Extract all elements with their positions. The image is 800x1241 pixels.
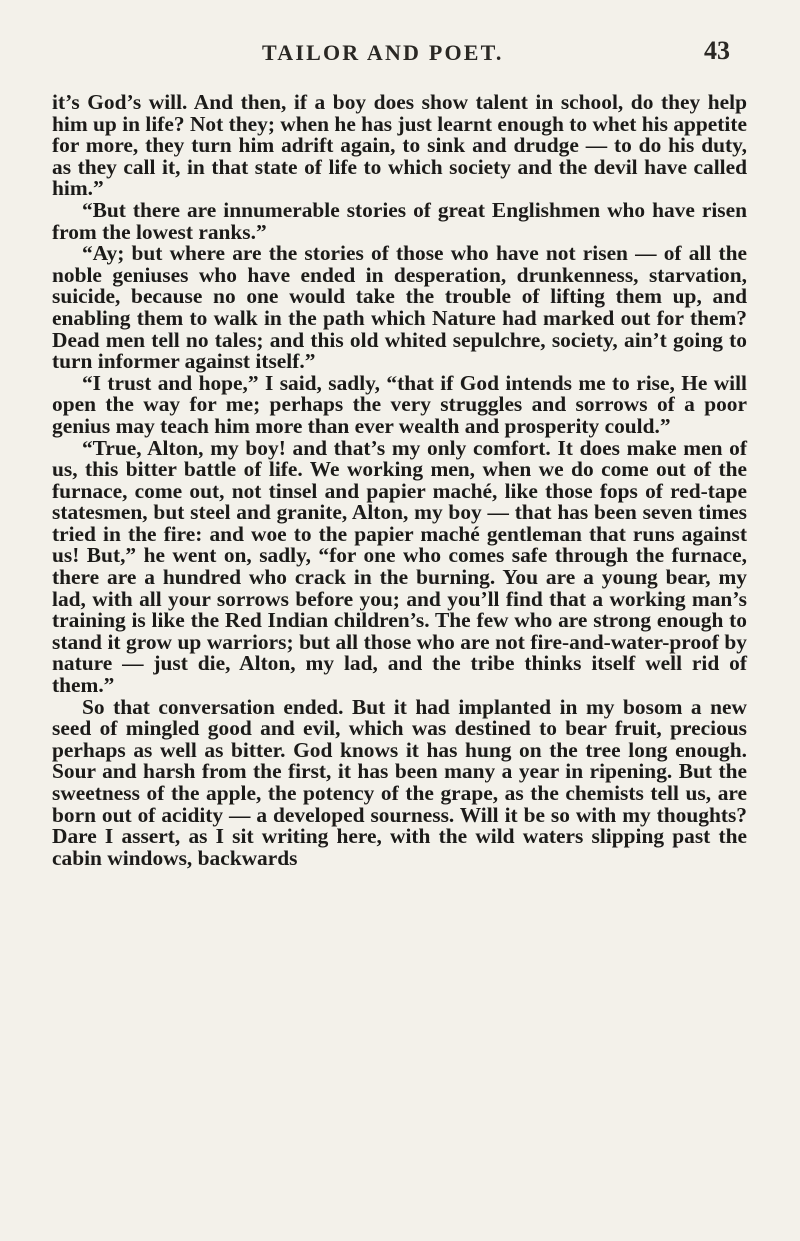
paragraph: “Ay; but where are the stories of those who have not risen — of all the noble geniuses who have ended in desperation, drunkenness, starvation, suicide, because no one would take the trouble of lifting them up, and enabling them to walk in the path which Nature had marked out for them? Dead men tell no tales; and this old whited sepulchre, society, ain’t going to turn informer against itself.” (52, 241, 747, 374)
body-text (52, 92, 747, 869)
page-number: 43 (704, 36, 730, 65)
paragraph: “But there are innumerable stories of great Englishmen who have risen from the lowest ranks.” (52, 197, 747, 244)
running-title: TAILOR AND POET. (262, 40, 504, 65)
paragraph: So that conversation ended. But it had implanted in my bosom a new seed of mingled good and evil, which was destined to bear fruit, precious perhaps as well as bitter. God knows it has hung on the tree long enough. Sour and harsh from the first, it has been many a year in ripening. But the sweetness of the apple, the potency of the grape, as the chemists tell us, are born out of acidity — a developed sourness. Will it be so with my thoughts? Dare I assert, as I sit writing here, with the wild waters slipping past the cabin windows, backwards (52, 694, 747, 870)
paragraph: it’s God’s will. And then, if a boy does show talent in school, do they help him up in life? Not they; when he has just learnt enough to whet his appetite for more, they turn him adrift again, to sink and drudge — to do his duty, as they call it, in that state of life to which society and the devil have called him.” (52, 90, 747, 201)
paragraph: “True, Alton, my boy! and that’s my only comfort. It does make men of us, this bitter battle of life. We working men, when we do come out of the furnace, come out, not tinsel and papier maché, like those fops of red-tape statesmen, but steel and granite, Alton, my boy — that has been seven times tried in the fire: and woe to the papier maché gentleman that runs against us! But,” he went on, sadly, “for one who comes safe through the furnace, there are a hundred who crack in the burning. You are a young bear, my lad, with all your sorrows before you; and you’ll find that a working man’s training is like the Red Indian children’s. The few who are strong enough to stand it grow up warriors; but all those who are not fire-and-water-proof by nature — just die, Alton, my lad, and the tribe thinks itself well rid of them.” (52, 435, 747, 698)
page-header (0, 34, 800, 70)
paragraph: “I trust and hope,” I said, sadly, “that if God intends me to rise, He will open the way for me; perhaps the very struggles and sorrows of a poor genius may teach him more than ever wealth and prosperity could.” (52, 370, 747, 438)
